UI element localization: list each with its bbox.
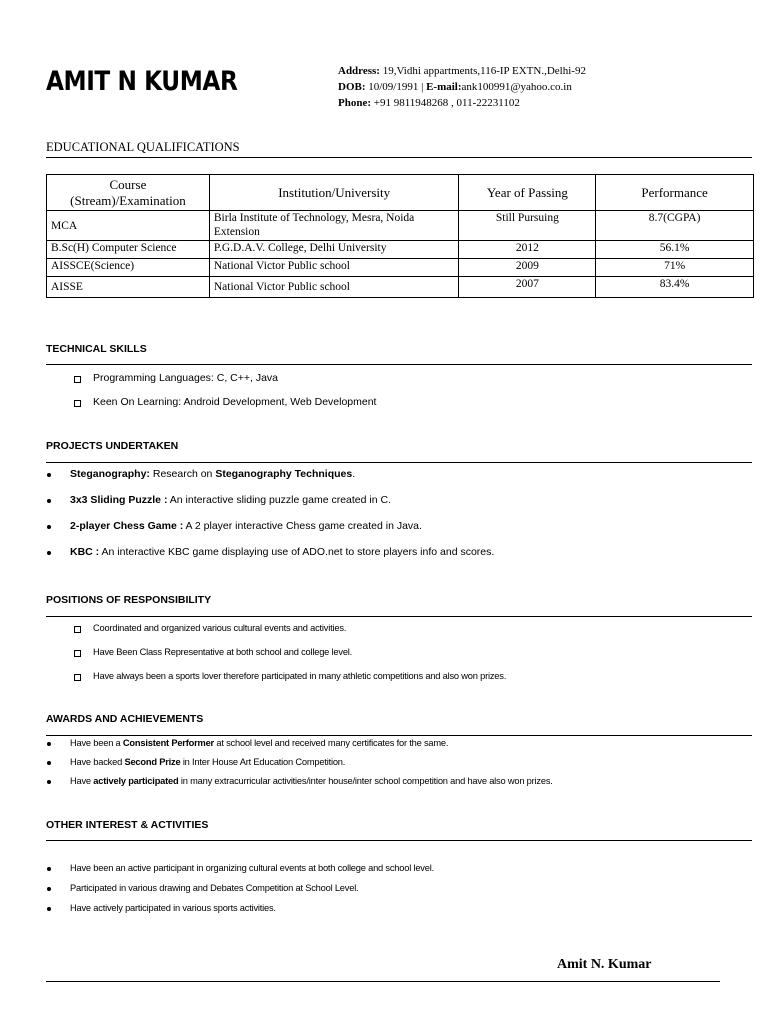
awards-heading: AWARDS AND ACHIEVEMENTS	[46, 713, 204, 725]
checkbox-bullet-icon	[74, 376, 81, 383]
list-item-text: Keen On Learning: Android Development, Web Development	[93, 396, 377, 408]
dob-label: DOB:	[338, 81, 366, 93]
projects-rule	[46, 462, 752, 463]
email-label: E-mail:	[426, 81, 462, 93]
award-text: Have	[70, 776, 94, 786]
interests-list	[46, 863, 434, 923]
candidate-name: AMIT N KUMAR	[46, 66, 238, 97]
list-item	[74, 647, 506, 671]
project-desc-end: .	[352, 468, 356, 480]
dob-value: 10/09/1991 |	[365, 81, 427, 93]
table-row	[47, 211, 754, 241]
table-row	[47, 277, 754, 298]
list-item	[46, 863, 434, 883]
education-rule	[46, 157, 752, 158]
award-text: at school level and received many certificates for the same.	[213, 738, 449, 748]
project-desc: Research on	[149, 468, 216, 480]
project-name: Steganography:	[70, 468, 150, 480]
list-item	[74, 372, 376, 396]
list-item-text: Have been an active participant in organizing cultural events at both college and school level.	[70, 863, 434, 873]
award-highlight: Consistent Performer	[122, 738, 214, 748]
bullet-dot-icon	[47, 525, 51, 529]
year-cell: 2007	[459, 277, 596, 298]
education-header-row	[47, 175, 754, 211]
bullet-dot-icon	[47, 780, 51, 784]
list-item-text: Participated in various drawing and Debates Competition at School Level.	[70, 883, 359, 893]
col-course: Course (Stream)/Examination	[47, 175, 210, 211]
list-item	[46, 520, 494, 546]
email-value[interactable]: ank100991@yahoo.co.in	[461, 81, 572, 93]
project-name: 2-player Chess Game :	[70, 520, 184, 532]
bullet-dot-icon	[47, 473, 51, 477]
signature-name: Amit N. Kumar	[557, 957, 652, 972]
project-name: 3x3 Sliding Puzzle :	[70, 494, 168, 506]
bullet-dot-icon	[47, 742, 51, 746]
interests-rule	[46, 840, 752, 841]
year-cell: Still Pursuing	[459, 211, 596, 241]
phone-label: Phone:	[338, 97, 371, 109]
list-item	[46, 468, 494, 494]
phone-line	[338, 95, 586, 111]
checkbox-bullet-icon	[74, 626, 81, 633]
course-cell: B.Sc(H) Computer Science	[47, 241, 210, 259]
footer-rule	[46, 981, 720, 982]
list-item-text: Have actively participated in various sports activities.	[70, 903, 276, 913]
project-desc: An interactive sliding puzzle game created in C.	[167, 494, 391, 506]
address-line	[338, 63, 586, 79]
education-table	[46, 174, 754, 298]
bullet-dot-icon	[47, 887, 51, 891]
award-highlight: Second Prize	[124, 757, 181, 767]
list-item	[46, 546, 494, 572]
col-year: Year of Passing	[459, 175, 596, 211]
list-item	[46, 883, 434, 903]
technical-rule	[46, 364, 752, 365]
positions-list	[74, 623, 506, 695]
list-item	[46, 776, 553, 795]
technical-skills-heading: TECHNICAL SKILLS	[46, 343, 147, 355]
list-item-text: Have always been a sports lover therefore participated in many athletic competitions and also won prizes.	[93, 671, 507, 681]
institution-cell: P.G.D.A.V. College, Delhi University	[209, 241, 459, 259]
award-text: Have been a	[70, 738, 123, 748]
project-desc: A 2 player interactive Chess game created in Java.	[183, 520, 422, 532]
institution-cell: National Victor Public school	[209, 259, 459, 277]
performance-cell: 71%	[596, 259, 754, 277]
list-item	[74, 623, 506, 647]
dob-email-line	[338, 79, 586, 95]
positions-rule	[46, 616, 752, 617]
award-highlight: actively participated	[93, 776, 179, 786]
award-text: in Inter House Art Education Competition.	[180, 757, 346, 767]
address-label: Address:	[338, 65, 380, 77]
award-text: Have backed	[70, 757, 125, 767]
technical-skills-list	[74, 372, 376, 420]
table-row	[47, 241, 754, 259]
project-name: KBC :	[70, 546, 100, 558]
positions-heading: POSITIONS OF RESPONSIBILITY	[46, 594, 212, 606]
institution-cell: National Victor Public school	[209, 277, 459, 298]
phone-value: +91 9811948268 , 011-22231102	[371, 97, 520, 109]
list-item	[46, 494, 494, 520]
list-item	[46, 738, 553, 757]
checkbox-bullet-icon	[74, 650, 81, 657]
bullet-dot-icon	[47, 761, 51, 765]
course-cell: MCA	[47, 211, 210, 241]
course-cell: AISSE	[47, 277, 210, 298]
list-item-text: Programming Languages: C, C++, Java	[93, 372, 279, 384]
checkbox-bullet-icon	[74, 674, 81, 681]
bullet-dot-icon	[47, 907, 51, 911]
table-row	[47, 259, 754, 277]
bullet-dot-icon	[47, 867, 51, 871]
performance-cell: 83.4%	[596, 277, 754, 298]
awards-list	[46, 738, 553, 795]
col-institution: Institution/University	[209, 175, 459, 211]
list-item-text: Have Been Class Representative at both school and college level.	[93, 647, 353, 657]
list-item-text: Coordinated and organized various cultural events and activities.	[93, 623, 347, 633]
project-desc: An interactive KBC game displaying use of ADO.net to store players info and scores.	[99, 546, 495, 558]
interests-heading: OTHER INTEREST & ACTIVITIES	[46, 819, 209, 831]
col-performance: Performance	[596, 175, 754, 211]
award-text: in many extracurricular activities/inter house/inter school competition and have also won prizes.	[178, 776, 553, 786]
performance-cell: 8.7(CGPA)	[596, 211, 754, 241]
contact-block	[338, 63, 586, 111]
list-item	[46, 757, 553, 776]
bullet-dot-icon	[47, 551, 51, 555]
education-heading: EDUCATIONAL QUALIFICATIONS	[46, 140, 240, 154]
bullet-dot-icon	[47, 499, 51, 503]
awards-rule	[46, 735, 752, 736]
list-item	[74, 671, 506, 695]
year-cell: 2012	[459, 241, 596, 259]
projects-list	[46, 468, 494, 572]
performance-cell: 56.1%	[596, 241, 754, 259]
year-cell: 2009	[459, 259, 596, 277]
projects-heading: PROJECTS UNDERTAKEN	[46, 440, 179, 452]
project-desc-bold: Steganography Techniques	[215, 468, 353, 480]
course-cell: AISSCE(Science)	[47, 259, 210, 277]
address-value: 19,Vidhi appartments,116-IP EXTN.,Delhi-92	[379, 65, 586, 77]
list-item	[74, 396, 376, 420]
institution-cell: Birla Institute of Technology, Mesra, Noida Extension	[209, 211, 459, 241]
list-item	[46, 903, 434, 923]
checkbox-bullet-icon	[74, 400, 81, 407]
